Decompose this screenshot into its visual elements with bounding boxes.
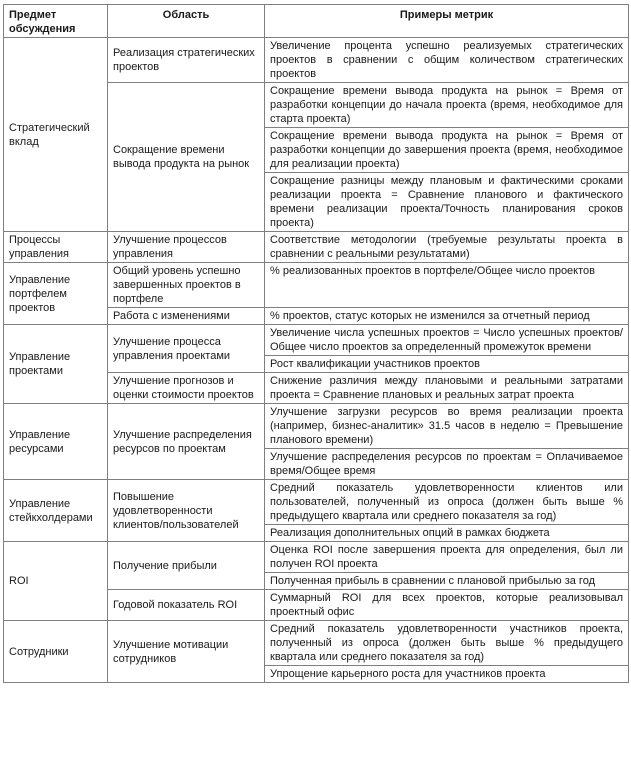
area-cell: Годовой показатель ROI: [108, 590, 265, 621]
table-row: [4, 325, 629, 356]
area-cell: Улучшение распределения ресурсов по проектам: [108, 404, 265, 480]
header-metrics: Примеры метрик: [265, 5, 629, 38]
subject-cell: Управление проектами: [4, 325, 108, 404]
area-cell: Улучшение прогнозов и оценки стоимости проектов: [108, 373, 265, 404]
table-row: [4, 232, 629, 263]
table-row: [4, 38, 629, 83]
table-row: [4, 404, 629, 449]
table-row: [4, 480, 629, 525]
metrics-table: [3, 4, 629, 683]
subject-cell: ROI: [4, 542, 108, 621]
table-row: [4, 542, 629, 573]
area-cell: Улучшение мотивации сотрудников: [108, 621, 265, 683]
metric-cell: % реализованных проектов в портфеле/Общее число проектов: [265, 263, 629, 308]
metric-cell: % проектов, статус которых не изменился за отчетный период: [265, 308, 629, 325]
metric-cell: Сокращение времени вывода продукта на рынок = Время от разработки концепции до завершения проекта (время, необходимое для реализации проекта): [265, 128, 629, 173]
subject-cell: Управление ресурсами: [4, 404, 108, 480]
subject-cell: Управление стейкхолдерами: [4, 480, 108, 542]
area-cell: Работа с изменениями: [108, 308, 265, 325]
area-cell: Улучшение процессов управления: [108, 232, 265, 263]
table-row: [4, 621, 629, 666]
header-subject: Предмет обсуждения: [4, 5, 108, 38]
metric-cell: Средний показатель удовлетворенности клиентов или пользователей, полученный из опроса (должен быть выше % предыдущего квартала или среднего показателя за год): [265, 480, 629, 525]
metric-cell: Увеличение процента успешно реализуемых стратегических проектов в сравнении с общим количеством стратегических проектов: [265, 38, 629, 83]
header-row: [4, 5, 629, 38]
area-cell: Реализация стратегических проектов: [108, 38, 265, 83]
subject-cell: Сотрудники: [4, 621, 108, 683]
subject-cell: Стратегический вклад: [4, 38, 108, 232]
metric-cell: Улучшение загрузки ресурсов во время реализации проекта (например, бизнес-аналитик» 31.5 часов в неделю = Превышение планового времени): [265, 404, 629, 449]
metric-cell: Улучшение распределения ресурсов по проектам = Оплачиваемое время/Общее время: [265, 449, 629, 480]
header-area: Область: [108, 5, 265, 38]
metric-cell: Реализация дополнительных опций в рамках бюджета: [265, 525, 629, 542]
metric-cell: Увеличение числа успешных проектов = Число успешных проектов/Общее число проектов за определенный промежуток времени: [265, 325, 629, 356]
metric-cell: Оценка ROI после завершения проекта для определения, был ли получен ROI проекта: [265, 542, 629, 573]
metric-cell: Полученная прибыль в сравнении с плановой прибылью за год: [265, 573, 629, 590]
area-cell: Общий уровень успешно завершенных проектов в портфеле: [108, 263, 265, 308]
metric-cell: Соответствие методологии (требуемые результаты проекта в сравнении с реальными результатами): [265, 232, 629, 263]
subject-cell: Управление портфелем проектов: [4, 263, 108, 325]
area-cell: Получение прибыли: [108, 542, 265, 590]
metric-cell: Рост квалификации участников проектов: [265, 356, 629, 373]
table-row: [4, 263, 629, 308]
metric-cell: Сокращение разницы между плановым и фактическими сроками реализации проекта = Сравнение планового и фактического времени реализации проекта/Точность планирования сроков проекта): [265, 173, 629, 232]
area-cell: Сокращение времени вывода продукта на рынок: [108, 83, 265, 232]
area-cell: Улучшение процесса управления проектами: [108, 325, 265, 373]
subject-cell: Процессы управления: [4, 232, 108, 263]
metric-cell: Сокращение времени вывода продукта на рынок = Время от разработки концепции до начала проекта (время, необходимое для старта проекта): [265, 83, 629, 128]
area-cell: Повышение удовлетворенности клиентов/пользователей: [108, 480, 265, 542]
metric-cell: Средний показатель удовлетворенности участников проекта, полученный из опроса (должен быть выше % предыдущего квартала или среднего показателя за год): [265, 621, 629, 666]
metric-cell: Суммарный ROI для всех проектов, которые реализовывал проектный офис: [265, 590, 629, 621]
metric-cell: Упрощение карьерного роста для участников проекта: [265, 666, 629, 683]
metric-cell: Снижение различия между плановыми и реальными затратами проекта = Сравнение плановых и реальных затрат проекта: [265, 373, 629, 404]
